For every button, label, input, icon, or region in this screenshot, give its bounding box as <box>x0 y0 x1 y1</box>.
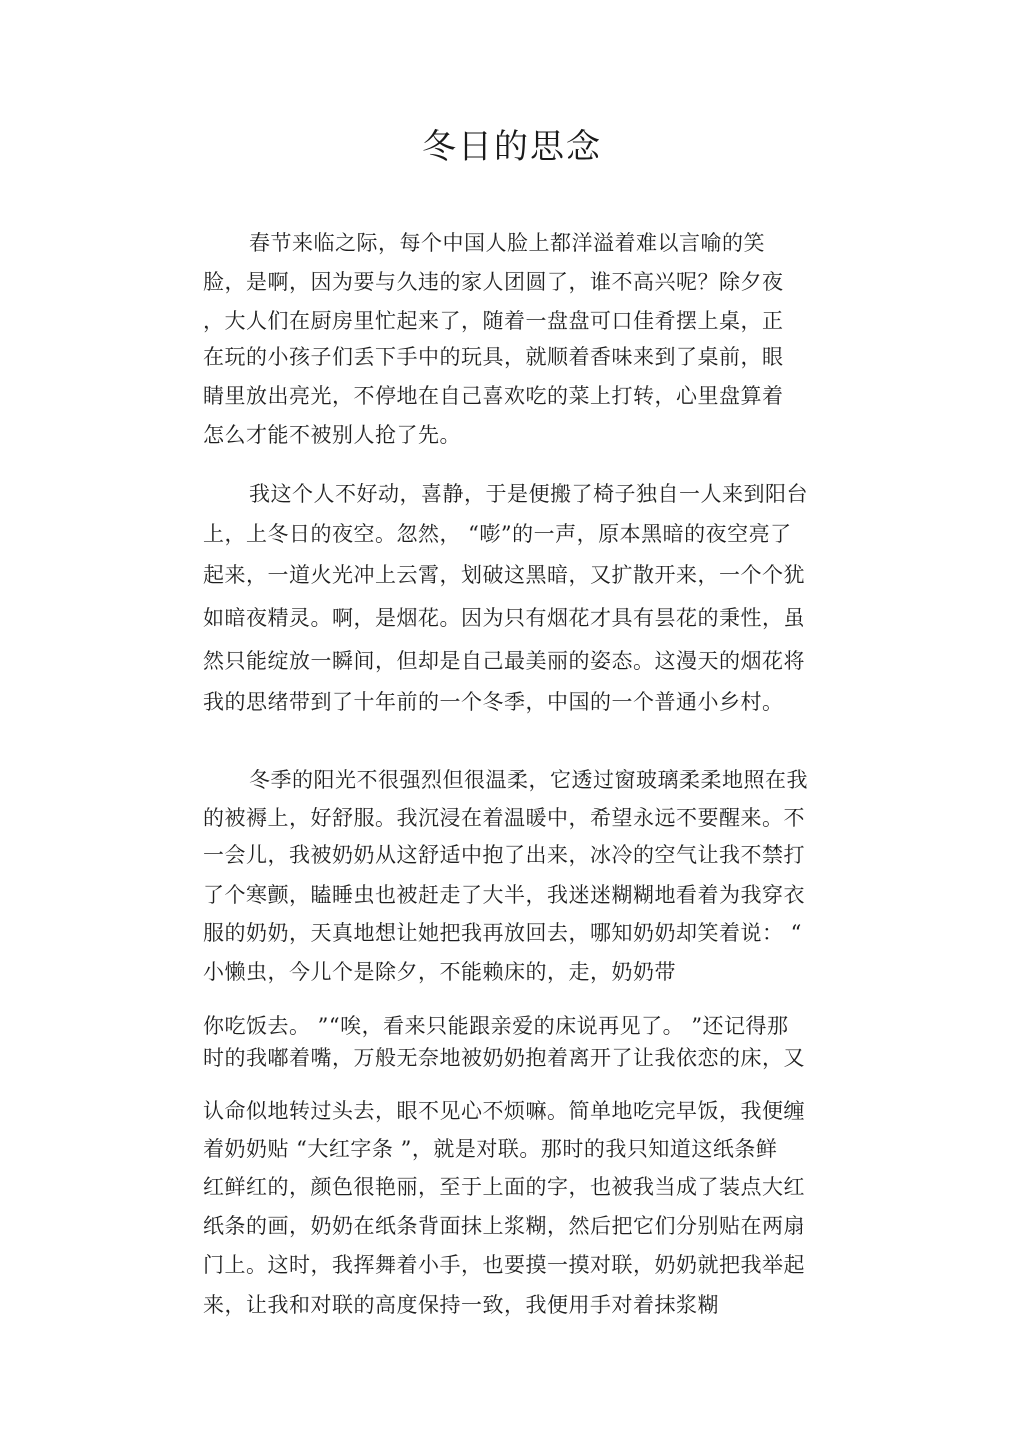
paragraph-2-line-2: 上，上冬日的夜空。忽然， “嘭”的一声，原本黑暗的夜空亮了 <box>203 522 792 546</box>
paragraph-3-line-5: 服的奶奶，天真地想让她把我再放回去，哪知奶奶却笑着说： “ <box>203 921 802 945</box>
paragraph-3-line-1: 冬季的阳光不很强烈但很温柔，它透过窗玻璃柔柔地照在我 <box>249 768 808 792</box>
paragraph-5-line-1: 认命似地转过头去，眼不见心不烦嘛。简单地吃完早饭，我便缠 <box>203 1099 805 1123</box>
paragraph-1-line-4: 在玩的小孩子们丢下手中的玩具，就顺着香味来到了桌前，眼 <box>203 345 784 369</box>
paragraph-2-line-1: 我这个人不好动，喜静，于是便搬了椅子独自一人来到阳台 <box>249 482 808 506</box>
paragraph-1-line-3: ，大人们在厨房里忙起来了，随着一盘盘可口佳肴摆上桌，正 <box>203 309 784 333</box>
paragraph-1-line-6: 怎么才能不被别人抢了先。 <box>203 423 461 447</box>
paragraph-3-line-2: 的被褥上，好舒服。我沉浸在着温暖中，希望永远不要醒来。不 <box>203 806 805 830</box>
paragraph-5-line-5: 门上。这时，我挥舞着小手，也要摸一摸对联，奶奶就把我举起 <box>203 1253 805 1277</box>
paragraph-5-line-6: 来，让我和对联的高度保持一致，我便用手对着抹浆糊 <box>203 1293 719 1317</box>
paragraph-1-line-2: 脸，是啊，因为要与久违的家人团圆了，谁不高兴呢？除夕夜 <box>203 270 784 294</box>
paragraph-5-line-3: 红鲜红的，颜色很艳丽，至于上面的字，也被我当成了装点大红 <box>203 1175 805 1199</box>
paragraph-3-line-3: 一会儿，我被奶奶从这舒适中抱了出来，冰冷的空气让我不禁打 <box>203 843 805 867</box>
paragraph-5-line-2: 着奶奶贴 “大红字条 ”，就是对联。那时的我只知道这纸条鲜 <box>203 1137 778 1161</box>
paragraph-2-line-6: 我的思绪带到了十年前的一个冬季，中国的一个普通小乡村。 <box>203 690 784 714</box>
paragraph-1-line-5: 睛里放出亮光，不停地在自己喜欢吃的菜上打转，心里盘算着 <box>203 384 784 408</box>
paragraph-5-line-4: 纸条的画，奶奶在纸条背面抹上浆糊，然后把它们分别贴在两扇 <box>203 1214 805 1238</box>
paragraph-2-line-5: 然只能绽放一瞬间，但却是自己最美丽的姿态。这漫天的烟花将 <box>203 649 805 673</box>
paragraph-4-line-2: 时的我嘟着嘴，万般无奈地被奶奶抱着离开了让我依恋的床，又 <box>203 1046 805 1070</box>
page-title: 冬日的思念 <box>422 127 602 167</box>
paragraph-3-line-6: 小懒虫，今儿个是除夕，不能赖床的，走，奶奶带 <box>203 960 676 984</box>
paragraph-4-line-1: 你吃饭去。 ”“唉，看来只能跟亲爱的床说再见了。 ”还记得那 <box>203 1014 789 1038</box>
paragraph-3-line-4: 了个寒颤，瞌睡虫也被赶走了大半，我迷迷糊糊地看着为我穿衣 <box>203 883 805 907</box>
paragraph-2-line-4: 如暗夜精灵。啊，是烟花。因为只有烟花才具有昙花的秉性，虽 <box>203 606 805 630</box>
paragraph-2-line-3: 起来，一道火光冲上云霄，划破这黑暗，又扩散开来，一个个犹 <box>203 563 805 587</box>
paragraph-1-line-1: 春节来临之际，每个中国人脸上都洋溢着难以言喻的笑 <box>249 231 765 255</box>
